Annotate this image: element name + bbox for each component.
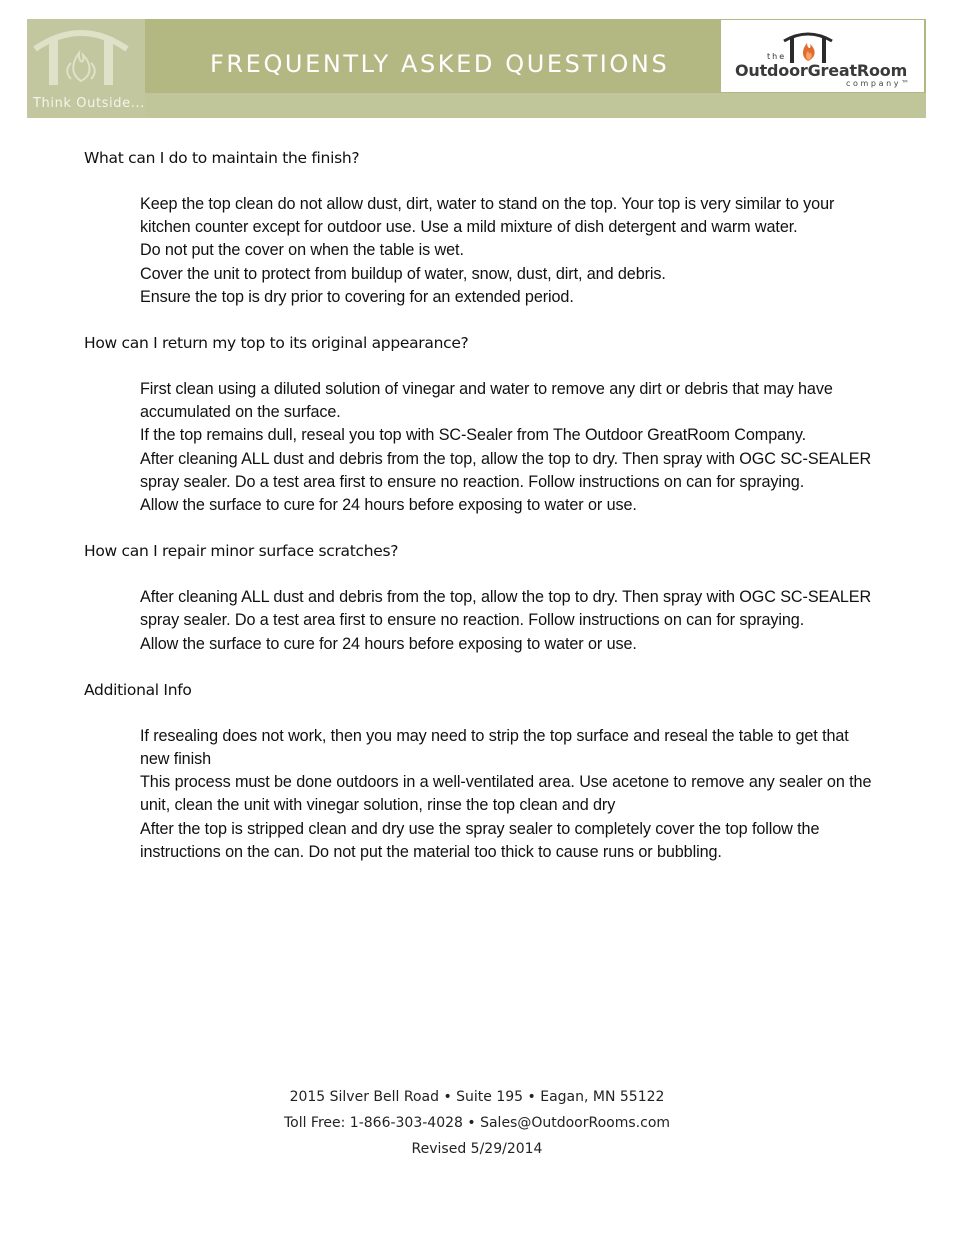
faq-item [84, 147, 874, 309]
banner-strip [27, 93, 926, 118]
faq-item [84, 679, 874, 864]
faq-answer-line: Do not put the cover on when the table is wet. [140, 241, 464, 260]
faq-answer-line: Allow the surface to cure for 24 hours before exposing to water or use. [140, 496, 637, 515]
faq-answer-line: Keep the top clean do not allow dust, dirt, water to stand on the top. Your top is very similar to your kitchen counter except for outdoor use. Use a mild mixture of dish detergent and warm water. [140, 195, 835, 237]
footer-revised: Revised 5/29/2014 [411, 1141, 543, 1157]
faq-answer-line: First clean using a diluted solution of vinegar and water to remove any dirt or debris that may have accumulated on the surface. [140, 380, 833, 422]
faq-answer-line: Ensure the top is dry prior to covering for an extended period. [140, 287, 574, 306]
logo-name: OutdoorGreatRoom [735, 61, 908, 80]
banner-emblem-panel [27, 19, 145, 118]
faq-answer-line: After cleaning ALL dust and debris from the top, allow the top to dry. Then spray with OGC SC-SEALER spray sealer. Do a test area first to ensure no reaction. Follow instructions on can for spraying. [140, 588, 872, 630]
faq-answer-line: This process must be done outdoors in a well-ventilated area. Use acetone to remove any sealer on the unit, clean the unit with vinegar solution, rinse the top clean and dry [140, 773, 872, 815]
fireplace-emblem-icon [31, 23, 131, 85]
faq-content [84, 147, 874, 887]
faq-item [84, 332, 874, 517]
faq-question: Additional Info [84, 680, 192, 699]
logo-company: company™ [846, 79, 912, 88]
faq-answer-line: If resealing does not work, then you may need to strip the top surface and reseal the table to get that new finish [140, 726, 849, 769]
faq-answer-line: If the top remains dull, reseal you top with SC-Sealer from The Outdoor GreatRoom Company. [140, 426, 807, 445]
faq-answers [140, 378, 874, 517]
page-title: FREQUENTLY ASKED QUESTIONS [210, 50, 670, 78]
company-logo [721, 20, 924, 92]
footer-address: 2015 Silver Bell Road • Suite 195 • Eagan, MN 55122 [289, 1089, 665, 1105]
faq-answers [140, 193, 874, 309]
faq-answer-line: Cover the unit to protect from buildup of water, snow, dust, dirt, and debris. [140, 264, 666, 283]
footer-contact: Toll Free: 1-866-303-4028 • Sales@OutdoorRooms.com [283, 1115, 671, 1131]
faq-answer-line: After cleaning ALL dust and debris from the top, allow the top to dry. Then spray with OGC SC-SEALER spray sealer. Do a test area first to ensure no reaction. Follow instructions on can for spraying. [140, 449, 872, 491]
faq-answer-line: Allow the surface to cure for 24 hours before exposing to water or use. [140, 634, 637, 653]
faq-question: How can I return my top to its original appearance? [84, 334, 469, 353]
page-footer [0, 1084, 954, 1162]
faq-answers [140, 586, 874, 656]
faq-question: How can I repair minor surface scratches? [84, 542, 399, 561]
tagline: Think Outside... [33, 96, 145, 111]
logo-the: the [767, 52, 787, 61]
faq-item [84, 540, 874, 656]
faq-question: What can I do to maintain the finish? [84, 149, 360, 167]
faq-answers [140, 725, 874, 864]
header-banner [27, 19, 926, 118]
logo-flame-icon [780, 29, 836, 65]
faq-answer-line: After the top is stripped clean and dry use the spray sealer to completely cover the top follow the instructions on the can. Do not put the material too thick to cause runs or bubbling. [140, 819, 820, 861]
